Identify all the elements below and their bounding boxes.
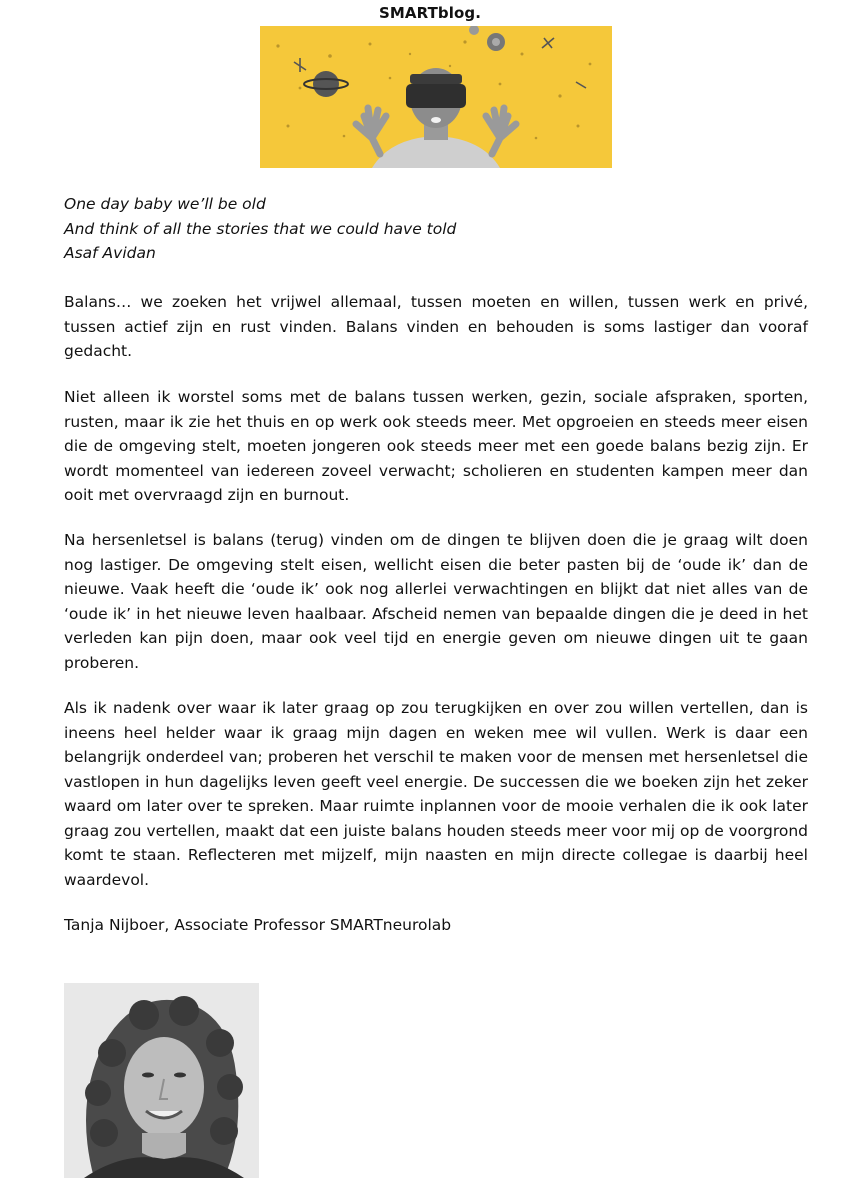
paragraph-reflection: Als ik nadenk over waar ik later graag op zou terugkijken en over zou willen vertellen, dan is ineens heel helder waar ik graag mijn dagen en weken mee wil vullen. Werk is daar een belangrijk onderdeel van; proberen het verschil te maken voor de mensen met hersenletsel die vastlopen in hun dagelijks leven geeft veel energie. De successen die we boeken zijn het zeker waard om later over te spreken. Maar ruimte inplannen voor de mooie verhalen die ik ook later graag zou vertellen, maakt dat een juiste balans houden steeds meer voor mij op de voorgrond komt te staan. Reflecteren met mijzelf, mijn naasten en mijn directe collegae is daarbij heel waardevol. — [64, 699, 808, 889]
quote-author: Asaf Avidan — [64, 244, 156, 262]
vr-headset-illustration-icon — [260, 26, 612, 168]
paragraph-brain-injury: Na hersenletsel is balans (terug) vinden om de dingen te blijven doen die je graag wilt doen nog lastiger. De omgeving stelt eisen, wellicht eisen die beter pasten bij de ‘oude ik’ dan de nieuwe. Vaak heeft die ‘oude ik’ ook nog allerlei verwachtingen en blijkt dat niet alles van de ‘oude ik’ in het nieuwe leven haalbaar. Afscheid nemen van bepaalde dingen die je deed in het verleden kan pijn doen, maar ook veel tijd en energie geven om nieuwe dingen uit te gaan proberen. — [64, 531, 808, 672]
paragraph-balance-intro: Balans… we zoeken het vrijwel allemaal, tussen moeten en willen, tussen werk en privé, tussen actief zijn en rust vinden. Balans vinden en behouden is soms lastiger dan vooraf gedacht. — [64, 293, 808, 360]
quote-line-1: One day baby we’ll be old — [64, 195, 266, 213]
author-portrait-icon — [64, 983, 259, 1178]
blog-title: SMARTblog. — [378, 4, 482, 22]
author-signature: Tanja Nijboer, Associate Professor SMARTneurolab — [64, 916, 452, 934]
song-quote — [64, 192, 794, 266]
quote-line-2: And think of all the stories that we could have told — [64, 219, 457, 238]
paragraph-daily-struggle: Niet alleen ik worstel soms met de balans tussen werken, gezin, sociale afspraken, sporten, rusten, maar ik zie het thuis en op werk ook steeds meer. Met opgroeien en steeds meer eisen die de omgeving stelt, moeten jongeren ook steeds meer met een goede balans bezig zijn. Er wordt momenteel van iedereen zoveel verwacht; scholieren en studenten kampen meer dan ooit met overvraagd zijn en burnout. — [64, 388, 808, 504]
